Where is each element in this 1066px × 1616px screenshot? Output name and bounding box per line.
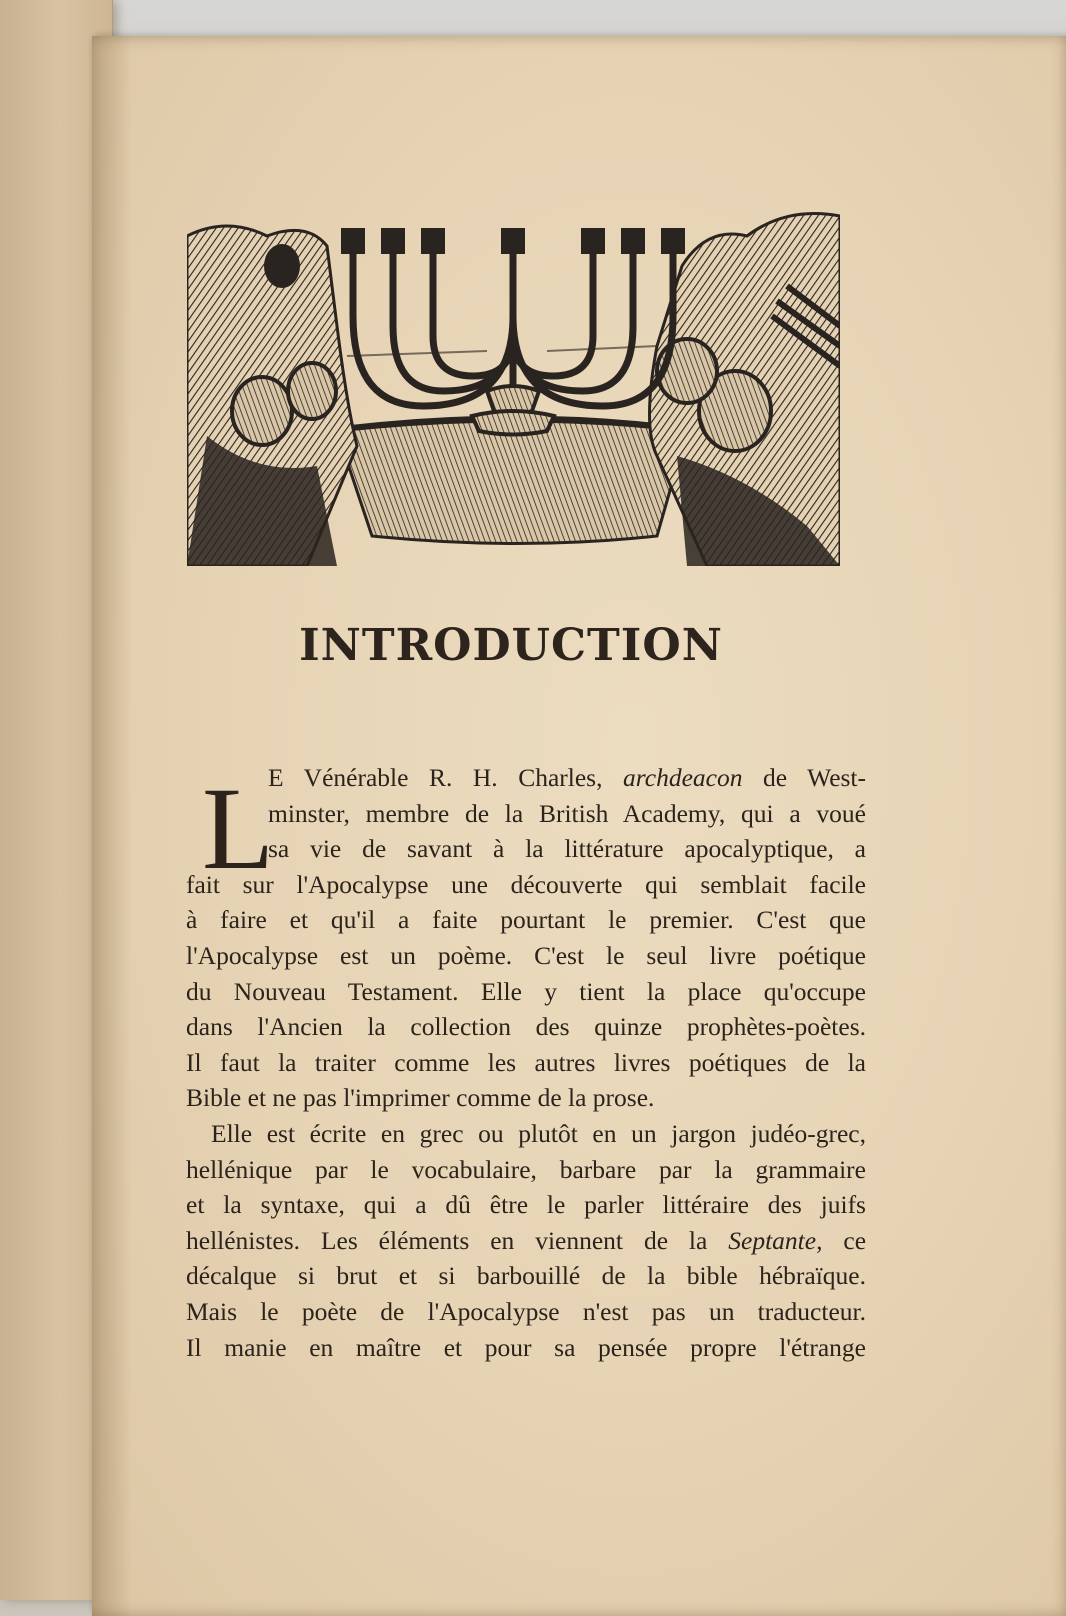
text-line: hellénique par le vocabulaire, barbare par la grammaire (186, 1154, 866, 1184)
paragraph-2 (186, 1116, 866, 1365)
page-title-text: INTRODUCTION (299, 620, 723, 671)
text-line: minster, membre de la British Academy, qui a voué (268, 798, 866, 828)
drop-cap: L (202, 763, 275, 894)
italic-term: Septante, (728, 1225, 823, 1255)
page-gutter-shadow (92, 36, 132, 1616)
text-line: fait sur l'Apocalypse une découverte qui semblait facile (186, 869, 866, 899)
body-text (186, 760, 866, 1365)
text-line: sa vie de savant à la littérature apocalyptique, a (268, 834, 866, 864)
text-line: et la syntaxe, qui a dû être le parler littéraire des juifs (186, 1190, 866, 1220)
text-line: à faire et qu'il a faite pourtant le premier. C'est que (186, 905, 866, 935)
menorah-woodcut-icon (187, 206, 840, 566)
text-line: décalque si brut et si barbouillé de la bible hébraïque. (186, 1261, 866, 1291)
text-line: Il faut la traiter comme les autres livres poétiques de la (186, 1047, 866, 1077)
paragraph-1 (186, 760, 866, 1116)
text-line: Bible et ne pas l'imprimer comme de la prose. (186, 1083, 655, 1113)
text-line (186, 1223, 866, 1259)
text-line: dans l'Ancien la collection des quinze prophètes-poètes. (186, 1012, 866, 1042)
text-line: l'Apocalypse est un poème. C'est le seul livre poétique (186, 940, 866, 970)
italic-term: archdeacon (623, 763, 743, 792)
text-span: de West- (763, 763, 867, 792)
text-line: Elle est écrite en grec ou plutôt en un jargon judéo-grec, (211, 1118, 866, 1148)
text-line: Il manie en maître et pour sa pensée propre l'étrange (186, 1332, 866, 1362)
text-line: du Nouveau Testament. Elle y tient la place qu'occupe (186, 976, 866, 1006)
text-span: E Vénérable R. H. Charles, (268, 763, 603, 792)
text-span: hellénistes. Les éléments en viennent de la (186, 1225, 708, 1255)
text-line: Mais le poète de l'Apocalypse n'est pas un traducteur. (186, 1296, 866, 1326)
text-span: ce (843, 1225, 867, 1255)
page-title (0, 620, 1066, 671)
text-line (186, 760, 866, 796)
